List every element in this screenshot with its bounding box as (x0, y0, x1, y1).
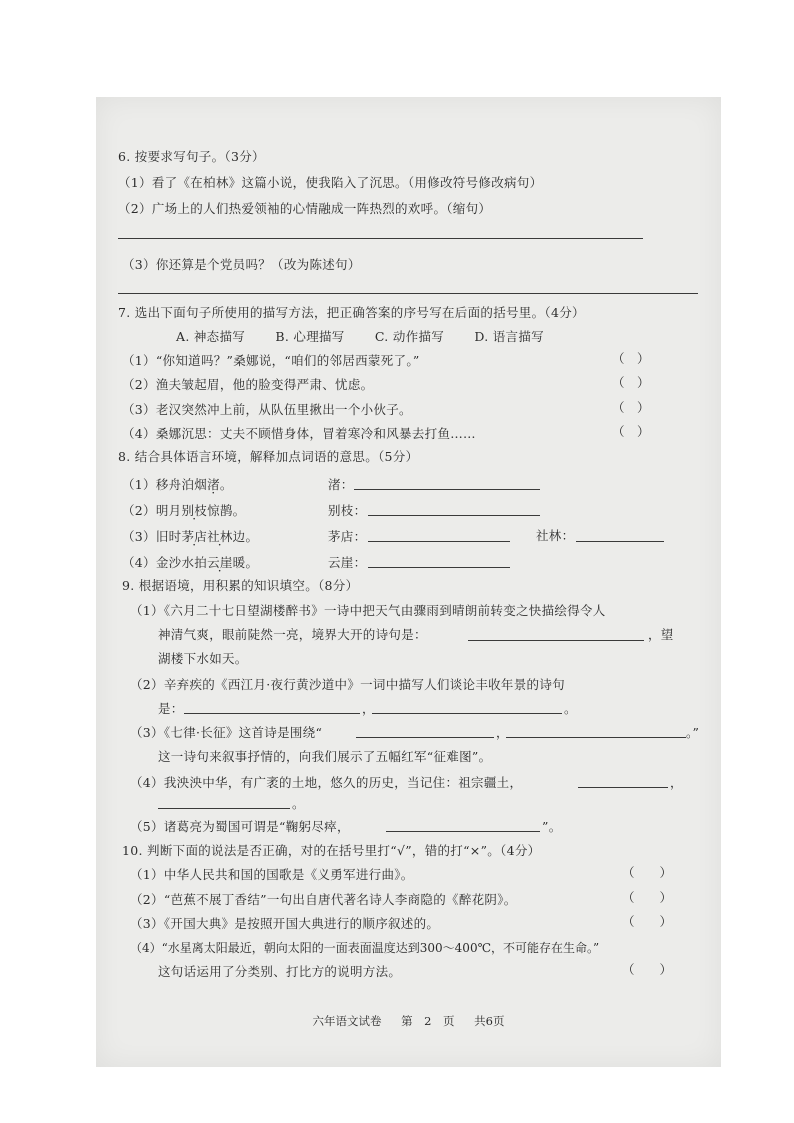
q10-answer-paren-2[interactable]: （ ） (622, 890, 673, 905)
footer-subject: 六年语文试卷 (312, 1014, 382, 1028)
q8-r2-dotted-word: 别枝 (181, 503, 208, 518)
footer-page-number: 第 2 页 (401, 1014, 455, 1028)
q6-answer-line-3[interactable] (118, 293, 698, 294)
q6-answer-line-2[interactable] (118, 238, 643, 239)
q8-r1-dotted-word: 渚 (207, 477, 220, 492)
q9-answer-line-4b[interactable] (158, 808, 290, 809)
q9-item-4-comma: ， (670, 775, 683, 790)
q9-answer-line-1[interactable] (468, 640, 644, 641)
q10-item-3: （3）《开国大典》是按照开国大典进行的顺序叙述的。 (130, 916, 440, 931)
q8-r2-label: 别枝： (328, 503, 367, 518)
q10-item-4-line-b: 这句话运用了分类别、打比方的说明方法。 (158, 964, 402, 979)
q7-option-c: C. 动作描写 (374, 329, 445, 344)
q7-answer-paren-2[interactable]: （ ） (612, 375, 650, 390)
q10-title: 10. 判断下面的说法是否正确，对的在括号里打“√”，错的打“×”。（4分） (122, 843, 541, 858)
q8-r4-text-end: 暖。 (232, 555, 259, 570)
q7-item-3: （3）老汉突然冲上前，从队伍里揪出一个小伙子。 (122, 402, 412, 417)
q7-answer-paren-3[interactable]: （ ） (612, 400, 650, 415)
q8-answer-line-3b[interactable] (576, 541, 664, 542)
q8-r3-dotted-word-2: 社林 (207, 529, 233, 544)
q8-r3-text: （3）旧时 (122, 529, 182, 544)
page-footer (96, 1013, 721, 1029)
q7-answer-paren-1[interactable]: （ ） (612, 351, 650, 366)
q8-r2-text-end: 惊鹊。 (207, 503, 246, 518)
q10-answer-paren-4[interactable]: （ ） (622, 962, 673, 977)
q8-r3-label-2: 社林： (536, 528, 575, 543)
q7-item-2: （2）渔夫皱起眉，他的脸变得严肃、忧虑。 (122, 377, 374, 392)
q8-r4-text: （4）金沙水拍 (122, 555, 208, 570)
q9-item-1-line-b-end: ，望 (648, 627, 674, 642)
q9-item-5: （5）诸葛亮为蜀国可谓是“鞠躬尽瘁， (130, 819, 350, 834)
q6-sentence-2: （2）广场上的人们热爱领袖的心情融成一阵热烈的欢呼。（缩句） (118, 201, 492, 216)
q7-option-d: D. 语言描写 (474, 329, 544, 344)
q10-item-2: （2）“芭蕉不展丁香结”一句出自唐代著名诗人李商隐的《醉花阴》。 (130, 892, 517, 907)
q8-row-1 (122, 477, 233, 493)
q9-item-5-end: ”。 (542, 819, 562, 834)
q7-options (176, 329, 570, 345)
q8-r3-dotted-word-1: 茅店 (181, 529, 208, 544)
q9-item-3-end: 。” (686, 725, 700, 740)
q7-option-a: A. 神态描写 (176, 329, 246, 344)
q8-r2-text: （2）明月 (122, 503, 182, 518)
q7-item-4: （4）桑娜沉思：丈夫不顾惜身体，冒着寒冷和风暴去打鱼…… (122, 426, 476, 441)
q7-answer-paren-4[interactable]: （ ） (612, 424, 650, 439)
q9-answer-line-3b[interactable] (506, 737, 686, 738)
q8-row-4 (122, 555, 258, 571)
q9-item-2-comma: ， (362, 701, 375, 716)
q9-title: 9. 根据语境，用积累的知识填空。（8分） (122, 578, 359, 593)
q7-option-b: B. 心理描写 (275, 329, 345, 344)
q9-answer-line-3a[interactable] (356, 737, 494, 738)
q10-answer-paren-3[interactable]: （ ） (622, 914, 673, 929)
q9-item-3-comma: ， (496, 725, 509, 740)
q9-answer-line-2a[interactable] (184, 713, 360, 714)
q10-item-1: （1）中华人民共和国的国歌是《义勇军进行曲》。 (130, 867, 414, 882)
q8-r1-text-end: 。 (219, 477, 233, 492)
q7-item-1: （1）“你知道吗？”桑娜说，“咱们的邻居西蒙死了。” (122, 353, 420, 368)
q8-r4-label: 云崖： (328, 555, 367, 570)
q9-answer-line-4a[interactable] (578, 787, 668, 788)
q8-r1-label: 渚： (328, 477, 354, 492)
q9-item-2-end: 。 (564, 701, 577, 716)
q8-row-3 (122, 529, 258, 545)
footer-total-pages: 共6页 (474, 1014, 505, 1028)
exam-page (96, 97, 721, 1067)
q8-title: 8. 结合具体语言环境，解释加点词语的意思。（5分） (118, 449, 419, 464)
q9-item-2-line-a: （2）辛弃疾的《西江月·夜行黄沙道中》一词中描写人们谈论丰收年景的诗句 (130, 677, 565, 692)
q8-answer-line-4[interactable] (368, 567, 510, 568)
q8-answer-line-3a[interactable] (368, 541, 510, 542)
q8-r1-text: （1）移舟泊烟 (122, 477, 208, 492)
q8-answer-line-2[interactable] (368, 515, 540, 516)
q9-item-1-line-b: 神清气爽，眼前陡然一亮，境界大开的诗句是： (158, 627, 427, 642)
q9-item-4-end: 。 (292, 796, 305, 811)
q6-title: 6. 按要求写句子。（3分） (118, 149, 265, 164)
q9-item-4-line-a: （4）我泱泱中华，有广袤的土地，悠久的历史，当记住：祖宗疆土， (130, 775, 523, 790)
q9-item-1-line-a: （1）《六月二十七日望湖楼醉书》一诗中把天气由骤雨到晴朗前转变之快描绘得令人 (130, 603, 606, 618)
q9-item-3-line-a: （3）《七律·长征》这首诗是围绕“ (130, 725, 323, 740)
q10-answer-paren-1[interactable]: （ ） (622, 865, 673, 880)
q8-answer-line-1[interactable] (354, 489, 540, 490)
q8-row-2 (122, 503, 245, 519)
q8-r3-text-end: 边。 (232, 529, 259, 544)
q9-item-1-line-c: 湖楼下水如天。 (158, 651, 248, 666)
q9-answer-line-5[interactable] (386, 831, 540, 832)
q10-item-4: （4）“水星离太阳最近，朝向太阳的一面表面温度达到300～400℃，不可能存在生命。” (130, 941, 600, 955)
q6-sentence-3: （3）你还算是个党员吗？（改为陈述句） (122, 257, 361, 272)
q8-r4-dotted-word: 云崖 (207, 555, 233, 570)
q9-item-3-line-b: 这一诗句来叙事抒情的，向我们展示了五幅红军“征难图”。 (158, 749, 492, 764)
q7-title: 7. 选出下面句子所使用的描写方法，把正确答案的序号写在后面的括号里。（4分） (118, 305, 585, 320)
q9-item-2-line-b: 是： (158, 701, 184, 716)
q6-sentence-1: （1）看了《在柏林》这篇小说，使我陷入了沉思。（用修改符号修改病句） (118, 175, 543, 190)
q8-r3-label-1: 茅店： (328, 529, 367, 544)
q9-answer-line-2b[interactable] (372, 713, 562, 714)
